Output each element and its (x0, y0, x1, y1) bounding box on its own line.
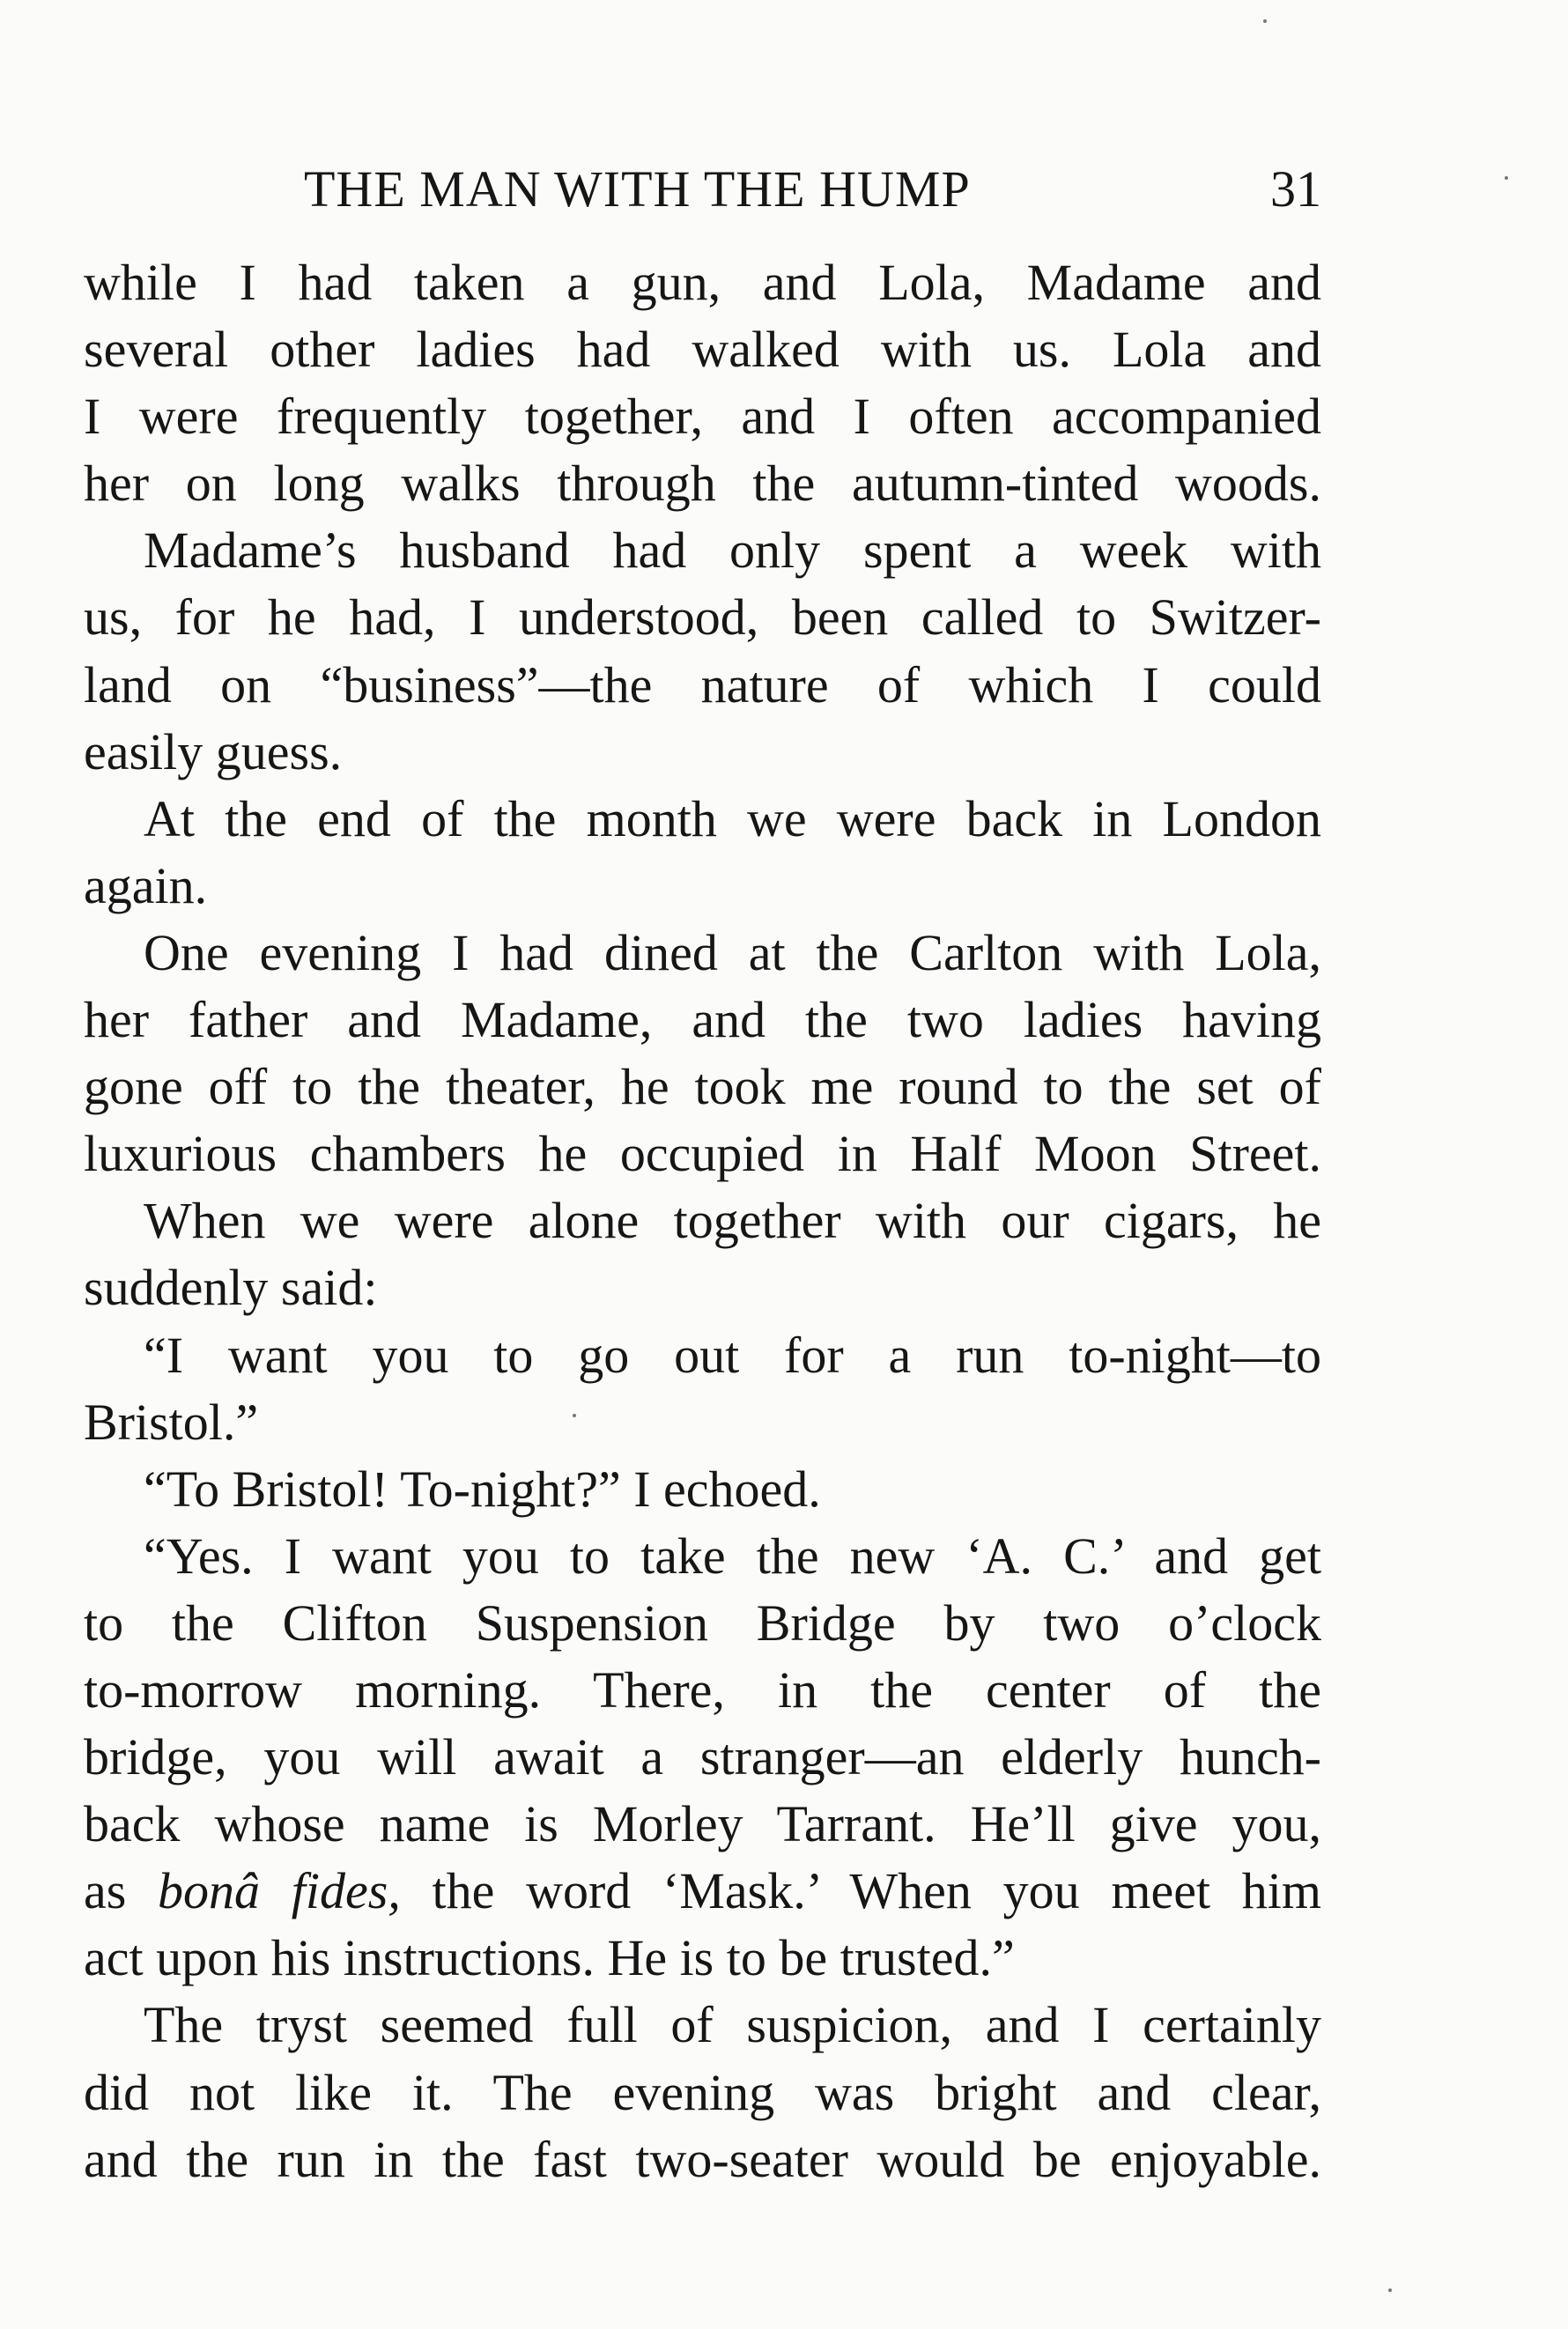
body-text (84, 249, 1321, 2193)
text-line: act upon his instructions. He is to be trusted.” (84, 1929, 1015, 1987)
text-line: bridge, you will await a stranger—an elderly hunch- (84, 1728, 1321, 1786)
text-line: to the Clifton Suspension Bridge by two o’clock (84, 1593, 1321, 1652)
text-line: I were frequently together, and I often accompanied (84, 388, 1321, 446)
text-line: and the run in the fast two-seater would be enjoyable. (84, 2130, 1321, 2188)
text-line: luxurious chambers he occupied in Half Moon Street. (84, 1125, 1321, 1183)
text-line: to-morrow morning. There, in the center of the (84, 1660, 1321, 1719)
text-line: did not like it. The evening was bright and clear, (84, 2063, 1321, 2121)
text-line: Madame’s husband had only spent a week with (144, 521, 1321, 580)
paper-speck (1505, 176, 1508, 180)
text-line: At the end of the month we were back in London (144, 789, 1321, 847)
paper-speck (1388, 2288, 1392, 2292)
text-fragment: as (84, 1862, 127, 1920)
text-line: suddenly said: (84, 1259, 378, 1317)
text-line: “I want you to go out for a run to-night—to (144, 1326, 1321, 1384)
text-line: us, for he had, I understood, been called to Switzer- (84, 588, 1321, 647)
page-header (84, 150, 1321, 229)
text-fragment: the word ‘Mask.’ When you meet him (432, 1862, 1321, 1920)
running-title: THE MAN WITH THE HUMP (304, 160, 971, 218)
paper-speck (573, 1414, 576, 1417)
text-line: gone off to the theater, he took me round to the set of (84, 1058, 1321, 1116)
italic-phrase: bonâ fides, (158, 1862, 401, 1920)
text-line: “To Bristol! To-night?” I echoed. (144, 1460, 821, 1518)
text-line: her father and Madame, and the two ladies having (84, 991, 1321, 1049)
text-line: land on “business”—the nature of which I could (84, 655, 1321, 713)
paper-speck (1263, 19, 1267, 23)
text-line-with-italic (84, 1858, 1321, 1925)
text-line: her on long walks through the autumn-tinted woods. (84, 455, 1321, 513)
text-line: Bristol.” (84, 1393, 259, 1451)
text-line: again. (84, 856, 208, 914)
text-line: several other ladies had walked with us. Lola and (84, 321, 1321, 379)
page-number: 31 (1270, 160, 1321, 218)
text-line: while I had taken a gun, and Lola, Madame and (84, 254, 1321, 311)
text-line: “Yes. I want you to take the new ‘A. C.’ and get (144, 1527, 1321, 1585)
text-line: easily guess. (84, 722, 343, 780)
text-line: When we were alone together with our cigars, he (144, 1192, 1321, 1250)
text-line: The tryst seemed full of suspicion, and I certainly (144, 1996, 1321, 2054)
text-line: back whose name is Morley Tarrant. He’ll give you, (84, 1795, 1321, 1853)
text-line: One evening I had dined at the Carlton with Lola, (144, 923, 1321, 981)
